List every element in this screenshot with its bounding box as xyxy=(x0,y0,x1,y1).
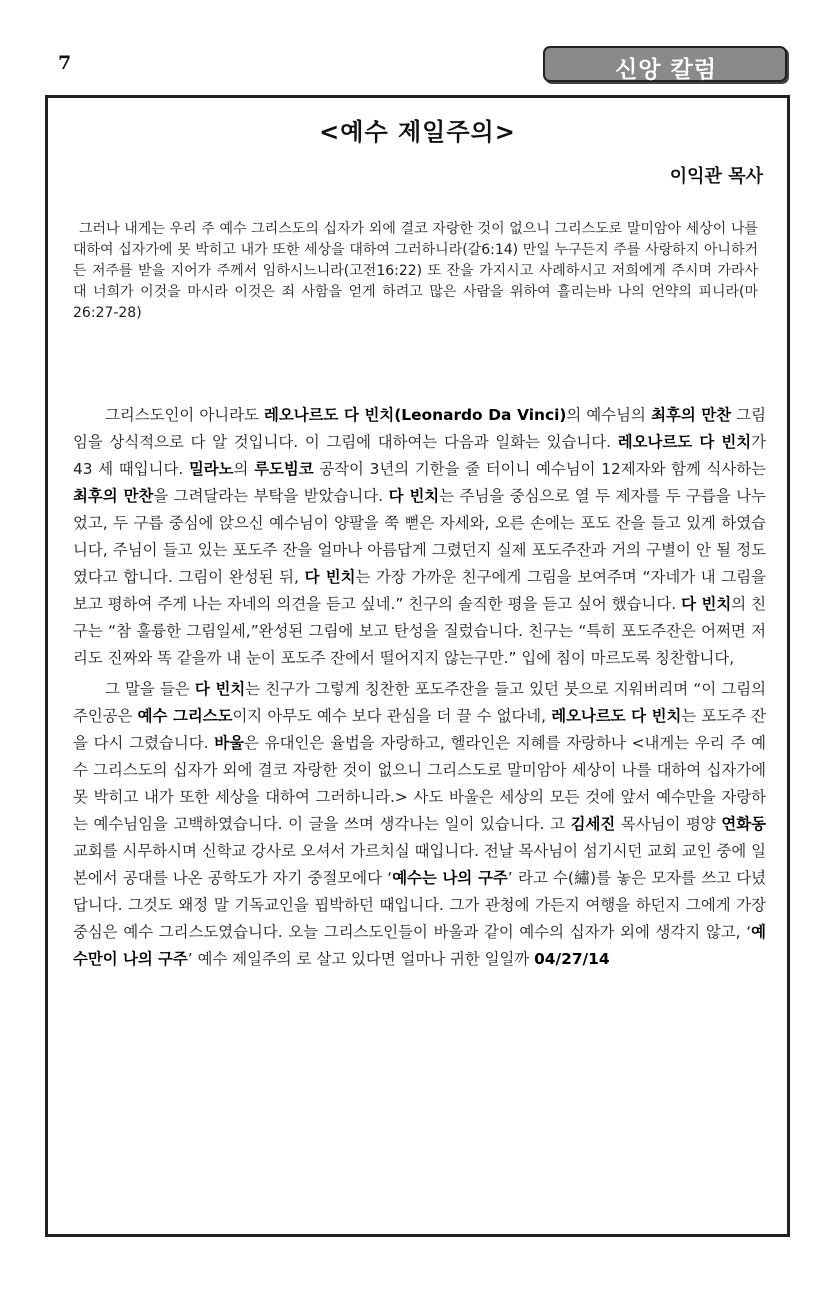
paragraph-1: 그리스도인이 아니라도 레오나르도 다 빈치(Leonardo Da Vinci)의 예수님의 최후의 만찬 그림임을 상식적으로 다 알 것입니다. 이 그림에 대하여는 다음과 일화는 있습니다. 레오나르도 다 빈치가 43 세 때입니다. 밀라노의 루도빔코 공작이 3년의 기한을 줄 터이니 예수님이 12제자와 함께 식사하는 최후의 만찬을 그려달라는 부탁을 받았습니다. 다 빈치는 주님을 중심으로 열 두 제자를 두 구릅을 나누었고, 두 구릅 중심에 앉으신 예수님이 양팔을 쭉 뻗은 자세와, 오른 손에는 포도 잔을 들고 있게 하였습니다, 주님이 들고 있는 포도주 잔을 얼마나 아름답게 그렸던지 실제 포도주잔과 거의 구별이 안 될 정도였다고 합니다. 그림이 완성된 뒤, 다 빈치는 가장 가까운 친구에게 그림을 보여주며 “자네가 내 그림을 보고 평하여 주게 나는 자네의 의견을 듣고 싶네.” 친구의 솔직한 평을 듣고 싶어 했습니다. 다 빈치의 친구는 “참 훌륭한 그림일세,”완성된 그림에 보고 탄성을 질렀습니다. 친구는 “특히 포도주잔은 어쩌면 저리도 진짜와 똑 같을까 내 눈이 포도주 잔에서 떨어지지 않는구만.” 입에 침이 마르도록 칭찬합니다, xyxy=(73,406,767,667)
article-frame xyxy=(45,95,790,1237)
article-body xyxy=(73,402,766,977)
paragraph-2: 그 말을 들은 다 빈치는 친구가 그렇게 칭찬한 포도주잔을 들고 있던 붓으로 지워버리며 “이 그림의 주인공은 예수 그리스도이지 아무도 예수 보다 관심을 더 끌 수 없다네, 레오나르도 다 빈치는 포도주 잔을 다시 그렸습니다. 바울은 유대인은 율법을 자랑하고, 헬라인은 지혜를 자랑하나 <내게는 우리 주 예수 그리스도의 십자가 외에 결코 자랑한 것이 없으니 그리스도로 말미암아 세상이 나를 대하여 십자가에 못 박히고 내가 또한 세상을 대하여 그러하니라.> 사도 바울은 세상의 모든 것에 앞서 예수만을 자랑하는 예수님임을 고백하였습니다. 이 글을 쓰며 생각나는 일이 있습니다. 고 김세진 목사님이 평양 연화동 교회를 시무하시며 신학교 강사로 오셔서 가르치실 때입니다. 전날 목사님이 섬기시던 교회 교인 중에 일본에서 공대를 나온 공학도가 자기 중절모에다 ‘예수는 나의 구주’ 라고 수(繡)를 놓은 모자를 쓰고 다녔답니다. 그것도 왜정 말 기독교인을 핍박하던 때입니다. 그가 관청에 가든지 여행을 하던지 그에게 가장 중심은 예수 그리스도였습니다. 오늘 그리스도인들이 바울과 같이 예수의 십자가 외에 생각지 않고, ‘예수만이 나의 구주’ 예수 제일주의 로 살고 있다면 얼마나 귀한 일일까 04/27/14 xyxy=(73,680,766,968)
article-author: 이익관 목사 xyxy=(669,166,763,187)
scripture-quote: 그러나 내게는 우리 주 예수 그리스도의 십자가 외에 결코 자랑한 것이 없으니 그리스도로 말미암아 세상이 나를 대하여 십자가에 못 박히고 내가 또한 세상을 대하여 그러하니라(갈6:14) 만일 누구든지 주를 사랑하지 아니하거든 저주를 받을 지어가 주께서 임하시느니라(고전16:22) 또 잔을 가지시고 사례하시고 저희에게 주시며 가라사대 너희가 이것을 마시라 이것은 죄 사함을 얻게 하려고 많은 사람을 위하여 흘리는바 나의 언약의 피니라(마26:27-28) xyxy=(73,221,758,321)
section-tab xyxy=(543,46,787,82)
article-date: 04/27/14 xyxy=(534,950,610,968)
page-number: 7 xyxy=(58,52,72,74)
section-title: 신앙 칼럼 xyxy=(615,57,717,83)
article-title: <예수 제일주의> xyxy=(319,118,516,146)
